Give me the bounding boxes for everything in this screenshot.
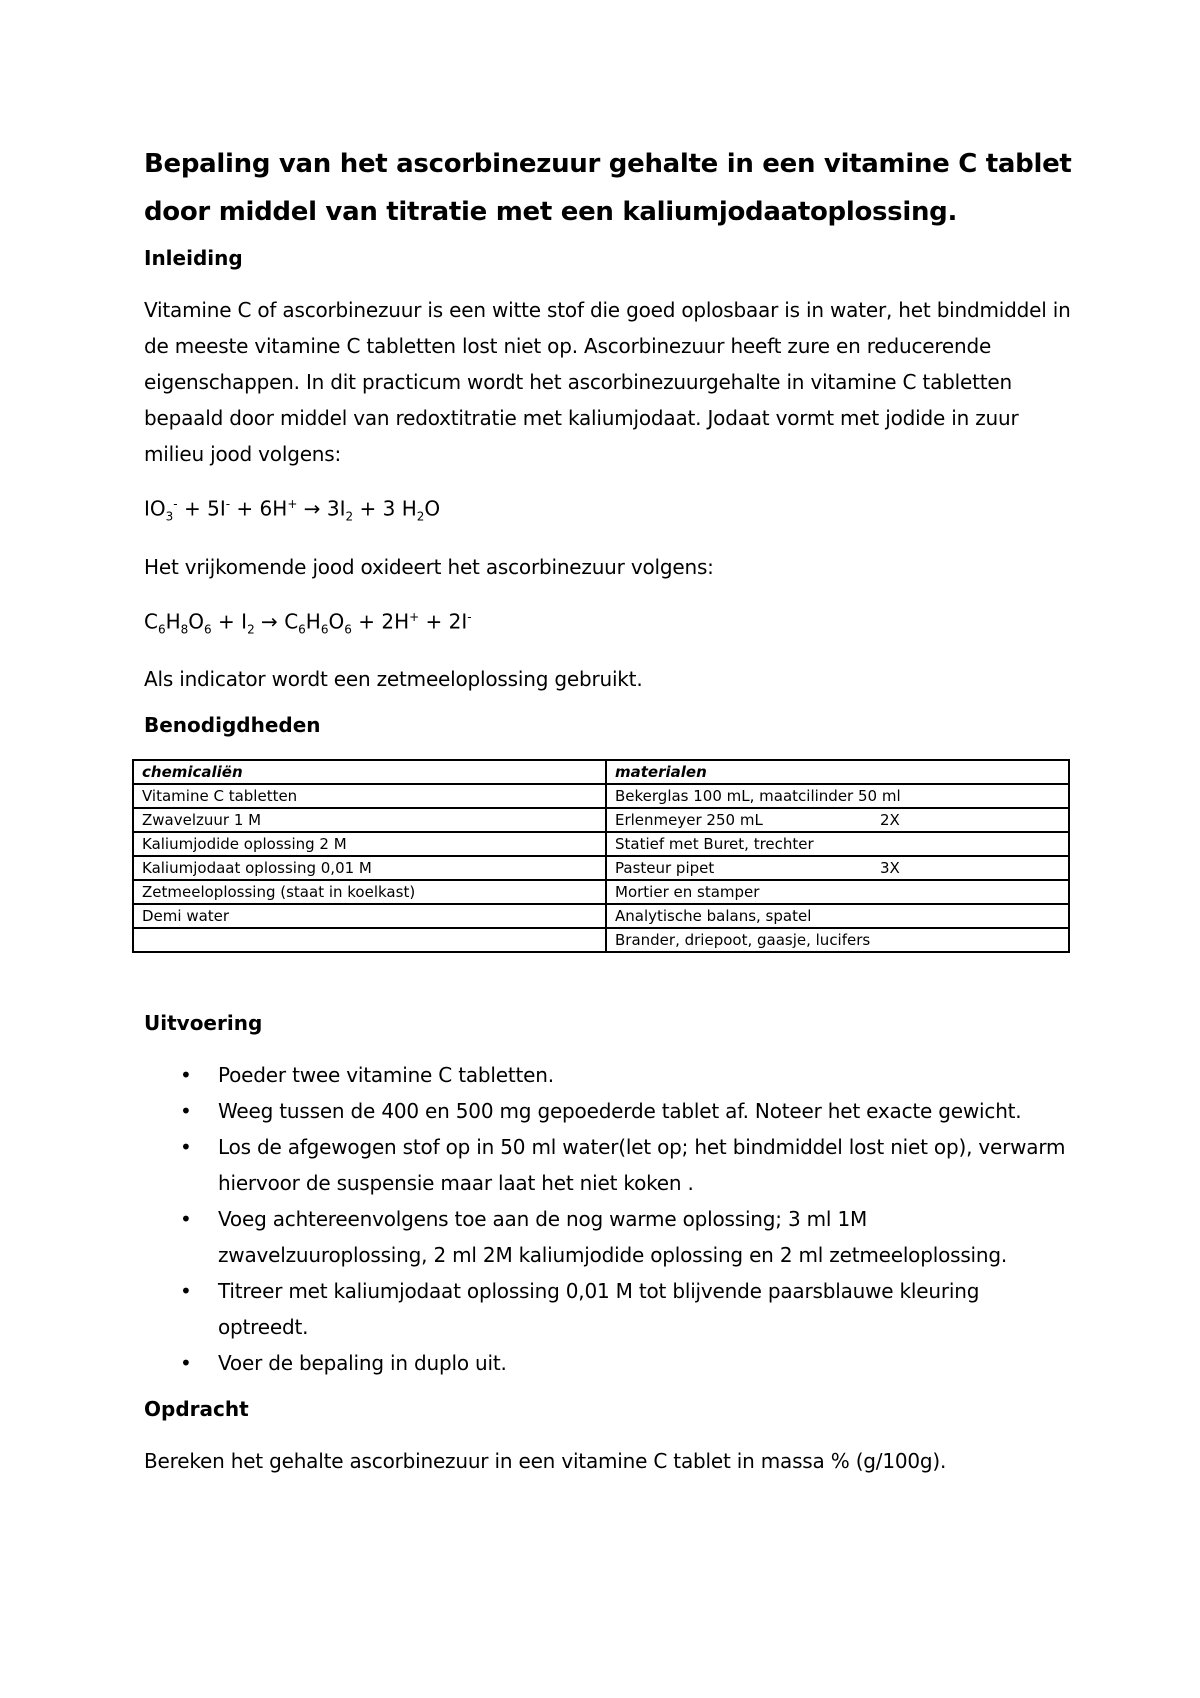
list-item [144,1057,1074,1093]
reaction-arrow-icon: → [297,496,327,521]
material-name: Brander, driepoot, gaasje, lucifers [615,931,871,950]
material-name: Statief met Buret, trechter [615,835,814,854]
equation-ascorbic-acid: $C_6H_8O_6 + I_2 \to C_6H_6O_6 + 2H^+ + 2I^-$ [144,609,472,637]
bullet-icon: • [180,1279,192,1304]
material-cell [606,856,1069,880]
chemical-cell: Zwavelzuur 1 M [133,808,606,832]
intro-heading: Inleiding [144,246,243,270]
materials-column-header: materialen [606,760,1069,784]
table-row [133,880,1069,904]
material-cell [606,784,1069,808]
table-row [133,832,1069,856]
bullet-icon: • [180,1135,192,1160]
material-name: Pasteur pipet [615,859,715,878]
oxidation-paragraph: Het vrijkomende jood oxideert het ascorbinezuur volgens: [144,554,714,579]
material-name: Bekerglas 100 mL, maatcilinder 50 ml [615,787,901,806]
material-name: Erlenmeyer 250 mL [615,811,763,830]
table-row [133,808,1069,832]
table-row [133,904,1069,928]
procedure-list [144,1057,1074,1381]
chemical-cell [133,928,606,952]
list-item [144,1093,1074,1129]
indicator-paragraph: Als indicator wordt een zetmeeloplossing gebruikt. [144,667,643,692]
material-cell [606,904,1069,928]
equation-iodate-iodide: $IO_3^- + 5I^- + 6H^+ \to 3I_2 + 3$ $H_2O$ [144,496,441,524]
assignment-heading: Opdracht [144,1397,249,1422]
material-cell [606,808,1069,832]
material-cell [606,928,1069,952]
intro-text: Vitamine C of ascorbinezuur is een witte stof die goed oplosbaar is in water, het bindmiddel in de meeste vitamine C tabletten lost niet op. Ascorbinezuur heeft zure en reducerende eigenschappen. In dit practicum wordt het ascorbinezuurgehalte in vitamine C tabletten bepaald door middel van redoxtitratie met kaliumjodaat. Jodaat vormt met jodide in zuur milieu jood volgens: [144,298,1071,466]
material-quantity: 2X [880,811,900,830]
list-item [144,1345,1074,1381]
list-item [144,1201,1074,1273]
list-item [144,1129,1074,1201]
bullet-icon: • [180,1207,192,1232]
table-row [133,928,1069,952]
intro-paragraph [144,292,1074,472]
assignment-paragraph: Bereken het gehalte ascorbinezuur in een vitamine C tablet in massa % (g/100g). [144,1449,947,1474]
materials-heading: Benodigdheden [144,713,321,738]
table-row [133,856,1069,880]
step-text: Los de afgewogen stof op in 50 ml water(let op; het bindmiddel lost niet op), verwarm hiervoor de suspensie maar laat het niet koken . [218,1135,1066,1196]
chemicals-column-header: chemicaliën [133,760,606,784]
step-text: Voeg achtereenvolgens toe aan de nog warme oplossing; 3 ml 1M zwavelzuuroplossing, 2 ml 2M kaliumjodide oplossing en 2 ml zetmeeloplossing. [218,1207,1008,1268]
step-text: Titreer met kaliumjodaat oplossing 0,01 M tot blijvende paarsblauwe kleuring optreedt. [218,1279,980,1340]
bullet-icon: • [180,1063,192,1088]
chemical-cell: Demi water [133,904,606,928]
reaction-arrow-icon: → [254,609,285,634]
chemical-cell: Vitamine C tabletten [133,784,606,808]
document-title: Bepaling van het ascorbinezuur gehalte in een vitamine C tablet door middel van titratie met een kaliumjodaatoplossing. [144,149,1072,227]
table-row [133,784,1069,808]
step-text: Weeg tussen de 400 en 500 mg gepoederde tablet af. Noteer het exacte gewicht. [218,1099,1022,1124]
material-quantity: 3X [880,859,900,878]
table-header-row [133,760,1069,784]
material-name: Mortier en stamper [615,883,760,902]
document-page [144,140,1074,1493]
bullet-icon: • [180,1351,192,1376]
chemical-cell: Zetmeeloplossing (staat in koelkast) [133,880,606,904]
chemical-cell: Kaliumjodaat oplossing 0,01 M [133,856,606,880]
step-text: Voer de bepaling in duplo uit. [218,1351,507,1376]
step-text: Poeder twee vitamine C tabletten. [218,1063,554,1088]
procedure-heading: Uitvoering [144,1011,263,1036]
chemical-cell: Kaliumjodide oplossing 2 M [133,832,606,856]
material-cell [606,880,1069,904]
bullet-icon: • [180,1099,192,1124]
material-name: Analytische balans, spatel [615,907,812,926]
list-item [144,1273,1074,1345]
materials-table [132,759,1070,953]
material-cell [606,832,1069,856]
